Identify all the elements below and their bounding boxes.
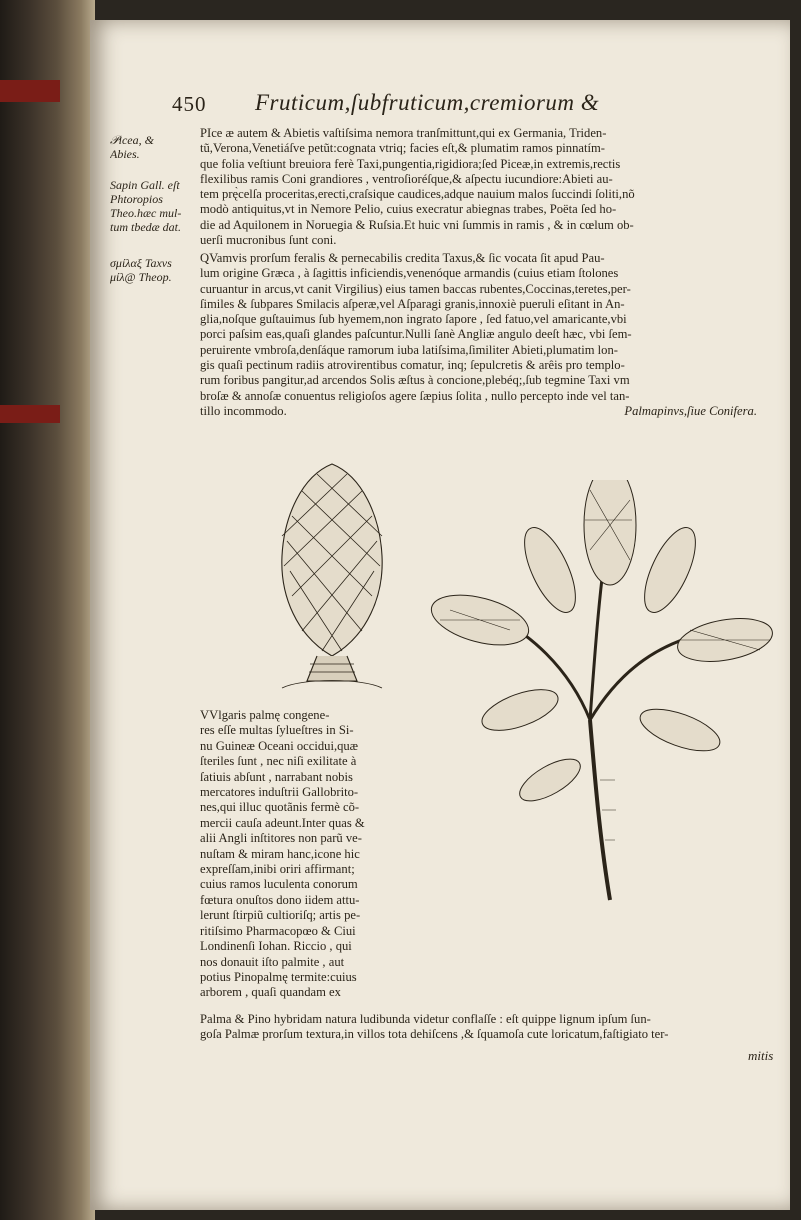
text-line: nuſtam & miram hanc,icone hic [200,846,360,861]
margin-note-line: Abies. [110,147,140,161]
margin-note-line: Sapin Gall. eſt [110,178,180,192]
text-line: flexilibus ramis Coni grandiores , ventroſioréſque,& aſpectu iucundiore:Abieti au- [200,171,613,186]
margin-note-line: Theo.hæc mul- [110,206,182,220]
catchword: mitis [748,1048,774,1063]
text-line: nes,qui illuc quotãnis fermè cõ- [200,800,360,815]
text-line: goſa Palmæ prorſum textura,in villos tota dehiſcens ,& ſquamoſa cute loricatum,faſtigiato ter- [200,1027,669,1042]
paragraph-bottom [200,1012,780,1043]
margin-note-line: 𝒫icea, & [110,133,154,147]
text-line: arborem , quaſi quandam ex [200,985,341,1000]
text-line: PIce æ autem & Abietis vaſtiſsima nemora tranſmittunt,qui ex Germania, Triden- [200,126,607,140]
text-line [200,404,775,419]
text-line: porci paſsim eas,quaſi glandes paſcuntur.Nulli ſanè Angliæ angulo deeſt hæc, vbi ſem- [200,327,632,342]
book-binding [0,0,95,1220]
text-line: tem prę̀celſa proceritas,erecti,craſsique caudices,adque nauium malos ſuccindi ſoliti,nõ [200,187,635,202]
text-line: Palma & Pino hybridam natura ludibunda videtur conflaſſe : eſt quippe lignum ipſum ſun- [200,1012,651,1026]
paragraph-vulgaris [200,708,405,1001]
text-line: uerſi mucronibus ſunt coni. [200,233,337,248]
text-line: peruirente vmbroſa,denſáque ramorum iuba latiſsima,ſimiliter Abieti,plumatim lon- [200,342,618,357]
text-line: fœtura onuſtos dono iidem attu- [200,892,360,907]
text-line: rum foribus pangitur,ad arcendos Solis æſtus à concione,plebéq;,ſub tegmine Taxi vm [200,373,630,388]
text-line: Londinenſi Iohan. Riccio , qui [200,939,352,954]
margin-note-line: σμίλαξ Taxvs [110,256,172,270]
text-line: ritiſsimo Pharmacopœo & Ciui [200,923,356,938]
section-heading: Palmapinvs,ſiue Conifera. [624,403,757,418]
text-line: lerunt ſtirpiũ cultioriſq; artis pe- [200,908,361,923]
page-number: 450 [172,92,207,116]
text-line: ſatiuis abſunt , narrabant nobis [200,769,353,784]
margin-note [110,133,154,161]
text-line: ſimiles & ſubpares Smilacis aſperæ,vel Aſparagi granis,innoxiè pueruli eſitant in An- [200,296,625,311]
text-line: que folia veſtiunt breuiora ferè Taxi,pungentia,rigidiora;ſed Piceæ,in extremis,rectis [200,156,621,171]
binding-band [0,80,60,102]
text-line: VVlgaris palmę congene- [200,708,330,722]
margin-note-line: tum tbedæ dat. [110,220,181,234]
text-line: alii Angli inſtitores non parũ ve- [200,831,362,846]
margin-note-line: μίλ@ Theop. [110,270,172,284]
text-line: modò antiquitus,vt in Nemore Pelio, cuius execratur abiegnas trabes, Poëta ſed ho- [200,202,617,217]
text-line: lum origine Græca , à ſagittis inficiendis,venenóque armandis (cuius etiam ſtolones [200,266,619,281]
text-line: nos donauit iſto palmite , aut [200,954,345,969]
text-line: broſæ & annoſæ conuentus religioſos agere ſæpius ſolita , nullo percepto inde vel tan- [200,388,630,403]
margin-note [110,178,181,234]
text-line: gis quaſi pectinum radiis atrovirentibus comatur, inq; ſepulcretis & arêis pro templo- [200,358,625,373]
margin-note-line: Phtoropios [110,192,163,206]
paragraph-picea [200,126,775,248]
palm-branch-icon [420,480,785,905]
text-line: QVamvis prorſum feralis & pernecabilis credita Taxus,& ſic vocata ſit apud Pau- [200,251,605,265]
text-line: glia,noſque guſtauimus ſub hyemem,non ingrato ſapore , ſed fatuo,vel amaricante,vbi [200,312,627,327]
text-line: potius Pinopalmę termite:cuius [200,969,357,984]
margin-note [110,256,172,284]
text-fragment: tillo incommodo. [200,403,287,418]
text-line: die ad Aquilonem in Noruegia & Ruſsia.Et huic vni ſummis in ramis , & in cœlum ob- [200,217,634,232]
text-line: res eſſe multas ſylueſtres in Si- [200,723,354,738]
text-line: cuius ramos luculenta conorum [200,877,358,892]
text-line: nu Guineæ Oceani occidui,quæ [200,738,359,753]
text-line: tũ,Verona,Venetiáſve petũt:cognata vtriq; facies eſt,& plumatim ramos pinnatím- [200,141,605,156]
binding-band [0,405,60,423]
paragraph-taxus [200,251,775,419]
pine-cone-icon [262,456,402,701]
running-title: Fruticum,ſubfruticum,cremiorum & [255,90,600,115]
text-line: mercatores induſtrii Gallobrito- [200,785,359,800]
text-line: mercii cauſa adeunt.Inter quas & [200,815,365,830]
text-line: expreſſam,inibi oriri affirmant; [200,862,355,877]
text-line: ſteriles ſunt , nec niſi exilitate à [200,754,357,769]
text-line: curuantur in arcus,vt canit Virgilius) eius tamen baccas rubentes,Coccinas,teretes,per- [200,281,631,296]
